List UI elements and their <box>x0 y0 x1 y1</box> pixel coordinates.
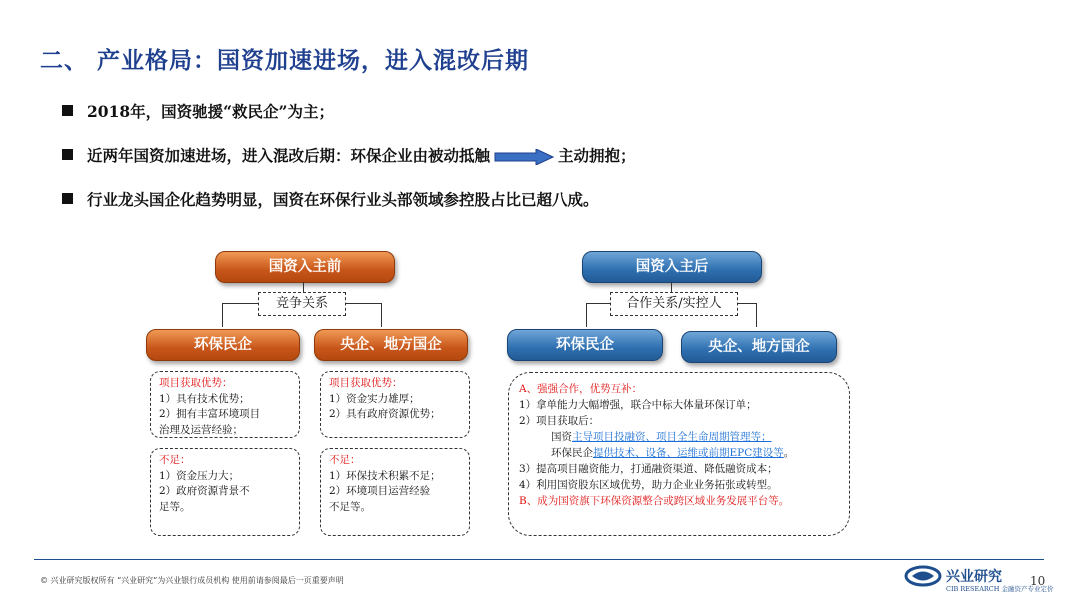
box-soe-weakness <box>320 448 470 536</box>
bullet-1-text: 2018年，国资驰援“救民企”为主； <box>87 102 334 121</box>
box-highlight: 主导项目投融资、项目全生命周期管理等； <box>572 431 772 443</box>
before-header: 国资入主前 <box>215 251 395 283</box>
box-heading: B、成为国资旗下环保资源整合或跨区域业务发展平台等。 <box>519 495 790 507</box>
logo-text: 兴业研究 <box>946 569 1002 585</box>
page-title: 二、 产业格局：国资加速进场，进入混改后期 <box>40 47 530 74</box>
bullet-square-icon <box>62 105 73 116</box>
logo-en: CIB RESEARCH <box>946 585 1000 593</box>
bullet-1 <box>62 100 334 122</box>
box-line: 2）项目获取后： <box>519 415 600 427</box>
box-line: 2）环境项目运营经验 <box>329 485 431 497</box>
box-heading: 项目获取优势： <box>159 377 233 389</box>
box-line: 2）政府资源背景不 <box>159 485 250 497</box>
bullet-2 <box>62 144 636 166</box>
box-line: 足等。 <box>159 500 191 513</box>
connector <box>671 282 672 292</box>
relation-label-cooperation: 合作关系/实控人 <box>610 292 738 316</box>
box-line <box>519 429 839 445</box>
box-heading: 不足： <box>159 454 191 466</box>
connector <box>303 282 304 292</box>
connector <box>381 303 382 327</box>
page-number: 10 <box>1030 574 1046 588</box>
box-line: 2）拥有丰富环境项目 <box>159 408 261 420</box>
box-line: 不足等。 <box>329 500 371 513</box>
box-text: 国资 <box>551 431 572 443</box>
box-heading: A、强强合作，优势互补： <box>519 383 643 395</box>
box-private-advantage <box>150 371 300 438</box>
left-col-private: 环保民企 <box>146 329 300 361</box>
box-heading: 不足： <box>329 454 361 466</box>
right-col-soe: 央企、地方国企 <box>681 331 837 363</box>
bullet-2-text-post: 主动拥抱； <box>558 146 636 165</box>
cib-logo-icon <box>904 565 942 587</box>
box-line: 3）提高项目融资能力，打通融资渠道、降低融资成本； <box>519 463 778 475</box>
box-line <box>519 445 839 461</box>
box-private-weakness <box>150 448 300 536</box>
relation-label-competition: 竞争关系 <box>258 292 346 316</box>
connector <box>586 303 587 327</box>
box-highlight: 提供技术、设备、运维或前期EPC建设等 <box>593 447 784 459</box>
box-after-benefits <box>508 372 850 536</box>
box-line: 1）具有技术优势； <box>159 392 250 405</box>
box-text: 环保民企 <box>551 447 593 459</box>
after-header: 国资入主后 <box>582 251 762 283</box>
box-line: 1）资金压力大； <box>159 469 240 482</box>
box-soe-advantage <box>320 371 470 438</box>
box-line: 1）环保技术积累不足； <box>329 469 441 482</box>
bullet-2-text-pre: 近两年国资加速进场，进入混改后期：环保企业由被动抵触 <box>87 146 491 165</box>
footer-divider <box>34 559 1044 560</box>
box-line: 2）具有政府资源优势； <box>329 408 441 420</box>
box-text: 。 <box>783 447 795 459</box>
right-arrow-icon <box>494 149 554 165</box>
footer-note: © 兴业研究版权所有 “兴业研究”为兴业银行成员机构 使用前请参阅最后一页重要声明 <box>40 576 344 585</box>
bullet-3-text: 行业龙头国企化趋势明显，国资在环保行业头部领域参控股占比已超八成。 <box>87 190 599 209</box>
connector <box>222 303 223 327</box>
box-line: 1）拿单能力大幅增强，联合中标大体量环保订单； <box>519 399 757 411</box>
bullet-3 <box>62 188 599 210</box>
box-line: 1）资金实力雄厚； <box>329 392 420 405</box>
connector <box>756 303 757 327</box>
box-line: 治理及运营经验； <box>159 423 243 436</box>
logo-tagline: 金融资产专业定价 <box>1001 585 1054 593</box>
bullet-square-icon <box>62 149 73 160</box>
box-line: 4）利用国资股东区域优势，助力企业业务拓张或转型。 <box>519 479 778 491</box>
box-heading: 项目获取优势： <box>329 377 403 389</box>
right-col-private: 环保民企 <box>507 329 663 361</box>
bullet-square-icon <box>62 193 73 204</box>
left-col-soe: 央企、地方国企 <box>314 329 468 361</box>
